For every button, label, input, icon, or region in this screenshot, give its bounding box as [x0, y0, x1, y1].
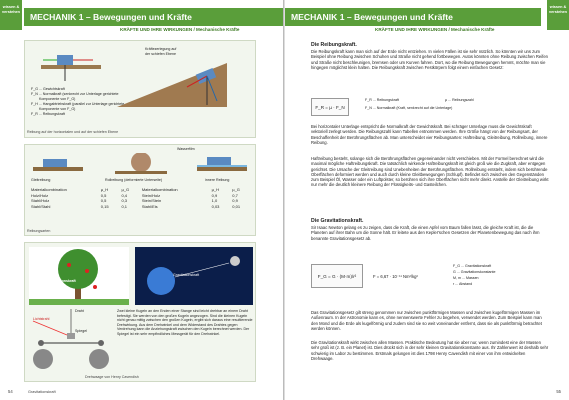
table-header-cell: µ_G: [121, 187, 130, 193]
incline-title-1: Kräftezerlegung auf: [145, 47, 177, 51]
section-badge: wissen & verstehen: [547, 0, 569, 30]
apple-tree-illustration: [29, 247, 129, 305]
reibung-paragraph-2: Bei horizontaler Unterlage entspricht die Normalkraft der Gewichtskraft. Bei schräger Unterlage muss die Gewichtskraft vektoriell zerlegt werden. Die Reibungszahl kann Tabellen entnommen werden. Ihre Größe hängt von der Reibungsart, der Beschaffenheit der Berührungsflächen ab. Man unterscheidet vier Reibungsarten: Haftreibung, Gleitreibung, Rollreibung, innere Reibung.: [311, 124, 548, 145]
friction-table: [29, 187, 251, 209]
gravitation-paragraph-3: Die Gravitationskraft wirkt zwischen allen Massen. Praktische Bedeutung hat sie aber nur, wenn zumindest eine der Massen sehr groß ist (z. B. ein Planet) ist. Dies drückt sich in der sehr kleinen Gravitationskonstante aus. Ihr Zahlenwert ist deshalb sehr schwierig im Labor zu bestimmen. Erstmals gelungen ist dies 1798 Henry Cavendish mit einer von ihm entwickelten Drehwaage.: [311, 340, 549, 361]
table-cell: Holz/Holz: [31, 192, 49, 198]
gleitreibung-label: Gleitreibung: [31, 178, 51, 182]
table-cell: Stein/Stein: [141, 198, 162, 204]
page-number: 54: [8, 389, 13, 394]
incline-legend-1: F_G ... Gewichtskraft: [31, 87, 65, 91]
incline-figure: [24, 40, 256, 138]
table-cell: 1,0: [211, 198, 218, 204]
incline-legend-4: F_H ... Hangabtriebskraft (parallel zur Unterlage gerichtete: [31, 102, 125, 106]
cavendish-description: Zwei kleine Kugeln an den Enden einer Stange sind leicht drehbar an einem Draht befestigt. Sie werden von den großen Kugeln angezogen. Sind die kleinen Kugeln nicht genau mittig zwischen den großen Kugeln, ergibt sich daraus eine resultierende Drehwirkung. Aus dem Drehwinkel und dem Widerstand des Drahtes gegen Verdrehung kann die Anziehungskraft zwischen den Kugeln berechnet werden. Der Spiegel ist ein sehr empfindliches Messgerät für den Drehwinkel.: [117, 309, 253, 336]
table-cell: 0,9: [211, 192, 218, 198]
table-cell: 0,9: [232, 198, 238, 204]
friction-diagram: [29, 153, 251, 175]
table-cell: 0,5: [100, 192, 107, 198]
table-header-cell: µ_H: [211, 187, 220, 193]
draht-label: Draht: [75, 309, 84, 313]
gravitation-legend-2: G ... Gravitationskonstante: [453, 270, 496, 274]
table-cell: 0,7: [232, 192, 238, 198]
rollreibung-label: Rollreibung (deformierte Unterseite): [105, 178, 163, 182]
gravitation-legend-4: r ... Abstand: [453, 282, 473, 286]
table-cell: 0,3: [121, 198, 127, 204]
friction-formula: F_R = µ · F_N: [311, 98, 349, 116]
table-header-cell: Materialkombination: [31, 187, 67, 193]
cavendish-caption: Drehwaage von Henry Cavendish: [85, 375, 139, 379]
incline-legend-6: F_R ... Reibungskraft: [31, 112, 65, 116]
page-number: 55: [556, 389, 561, 394]
incline-title-2: der schiefen Ebene: [145, 52, 176, 56]
section-badge: wissen & verstehen: [0, 0, 22, 30]
table-header-cell: Materialkombination: [141, 187, 178, 193]
table-header-cell: µ_G: [232, 187, 240, 193]
gravitation-legend-3: M, m ... Massen: [453, 276, 479, 280]
table-cell: 0,4: [121, 192, 127, 198]
incline-caption: Reibung auf der horizontalen und auf der schiefen Ebene: [27, 130, 119, 134]
table-cell: Stahl/Eis: [141, 204, 158, 210]
incline-legend-2: F_N ... Normalkraft (senkrecht zur Unterlage gerichtete: [31, 92, 119, 96]
table-cell: 0,01: [232, 204, 241, 210]
table-cell: Stein/Holz: [141, 192, 161, 198]
table-cell: 0,1: [121, 204, 127, 210]
gravitation-legend-1: F_G ... Gravitationskraft: [453, 264, 492, 268]
gravitation-figure: [24, 242, 256, 382]
gravitation-formula: F_G = G · (M·m)/r²: [311, 264, 363, 288]
chapter-title: MECHANIK 1 – Bewegungen und Kräfte: [285, 8, 541, 26]
footer-text: Gravitationskraft: [28, 390, 56, 394]
right-page: [285, 0, 569, 400]
reibung-paragraph-3: Haftreibung besteht, solange sich die Berührungsflächen gegeneinander nicht verschieben. Mit der Formel berechnet wird die maximal mögliche Haftreibungskraft. Die tatsächlich wirkende Haftreibungskraft ist gleich groß wie die Zugkraft, aber entgegen gerichtet. Die Ursache der Gleitreibung sind Unebenheiten der Berührungsflächen. Rollreibung entsteht, indem sich berührende Oberflächen deformiert werden und auch durch kleine Gleitbewegungen (Schlupf). Befindet sich zwischen den Gegenständen zum Beispiel Öl, Wasser oder ein Luftpolster, so berühren sich ihre Oberflächen nicht mehr direkt. Anstelle der Gleitreibung wirkt nur mehr die deutlich kleinere Reibung der Flüssigkeits- und Gasteilchen.: [311, 156, 549, 188]
table-cell: Stahl/Stahl: [31, 204, 51, 210]
friction-legend-2: µ ... Reibungszahl: [445, 98, 474, 102]
section-title-gravitation: Die Gravitationskraft.: [311, 218, 364, 224]
wasserfilm-label: Wasserfilm: [177, 147, 195, 151]
section-title-reibung: Die Reibungskraft.: [311, 42, 357, 48]
lichtstrahl-label: Lichtstrahl: [33, 317, 50, 321]
innere-reibung-label: innere Reibung: [205, 178, 230, 182]
gravitation-label-1: Gravitationskraft: [47, 279, 76, 283]
table-cell: Stahl/Holz: [31, 198, 50, 204]
friction-legend-1: F_R ... Reibungskraft: [365, 98, 399, 102]
chapter-title: MECHANIK 1 – Bewegungen und Kräfte: [24, 8, 283, 26]
spiegel-label: Spiegel: [75, 329, 87, 333]
left-page: [0, 0, 284, 400]
table-row: [29, 204, 251, 210]
friction-figure: [24, 144, 256, 236]
chapter-subtitle: KRÄFTE UND IHRE WIRKUNGEN / Mechanische Kräfte: [375, 27, 495, 32]
friction-caption: Reibungsarten: [27, 229, 51, 233]
reibung-paragraph-1: Die Reibungskraft kann man sich auf der Erde nicht entziehen. In vielen Fällen ist sie sehr nützlich. So könnten wir uns zum Beispiel ohne Reibung zwischen Schuhen und Straße nicht gehend fortbewegen. Autos könnten ohne Reibung zwischen Reifen und Straße nicht beschleunigen, bremsen oder um Kurven fahren. Dort, wo die Reibung Bewegungen hemmt, möchte man sie hingegen möglichst klein halten. Die Reibungskraft zwischen Festkörpern folgt einem einfachen Gesetz:: [311, 49, 548, 70]
gravitation-paragraph-2: Das Gravitationsgesetz gilt streng genommen nur zwischen punktförmigen Massen und zwischen kugelförmigen Massen im Außenraum. In der Astronomie kann es, ohne nennenswerte Fehler zu begehen, verwendet werden. Zum Beispiel kann man den Mond und die Erde als kugelförmig und zudem sind sie so weit voneinander entfernt, dass sie als punktförmig betrachtet werden können.: [311, 310, 542, 331]
gravitation-paragraph-1: Sir Isaac Newton gelang es zu zeigen, dass die Kraft, die einen Apfel vom Baum fallen lässt, die gleiche Kraft ist, die die Planeten auf ihrer Bahn um die Sonne hält. Er leitete aus den Kepler'schen Gesetzen der Planetenbewegung das nach ihm benannte Gravitationsgesetz ab.: [311, 225, 540, 241]
chapter-subtitle: KRÄFTE UND IHRE WIRKUNGEN / Mechanische Kräfte: [120, 27, 240, 32]
gravitation-constant: F = 6,67 · 10⁻¹¹ Nm²/kg²: [373, 274, 418, 279]
table-header-cell: µ_H: [100, 187, 109, 193]
incline-legend-5: Komponente von F_G): [39, 107, 76, 111]
table-cell: 0,15: [100, 204, 109, 210]
table-cell: 0,03: [211, 204, 220, 210]
gravitation-label-2: Gravitationskraft: [173, 273, 200, 277]
incline-legend-3: Komponente von F_G): [39, 97, 76, 101]
friction-legend-3: F_N ... Normalkraft (Kraft, senkrecht auf die Unterlage): [365, 106, 453, 110]
table-cell: 0,5: [100, 198, 107, 204]
